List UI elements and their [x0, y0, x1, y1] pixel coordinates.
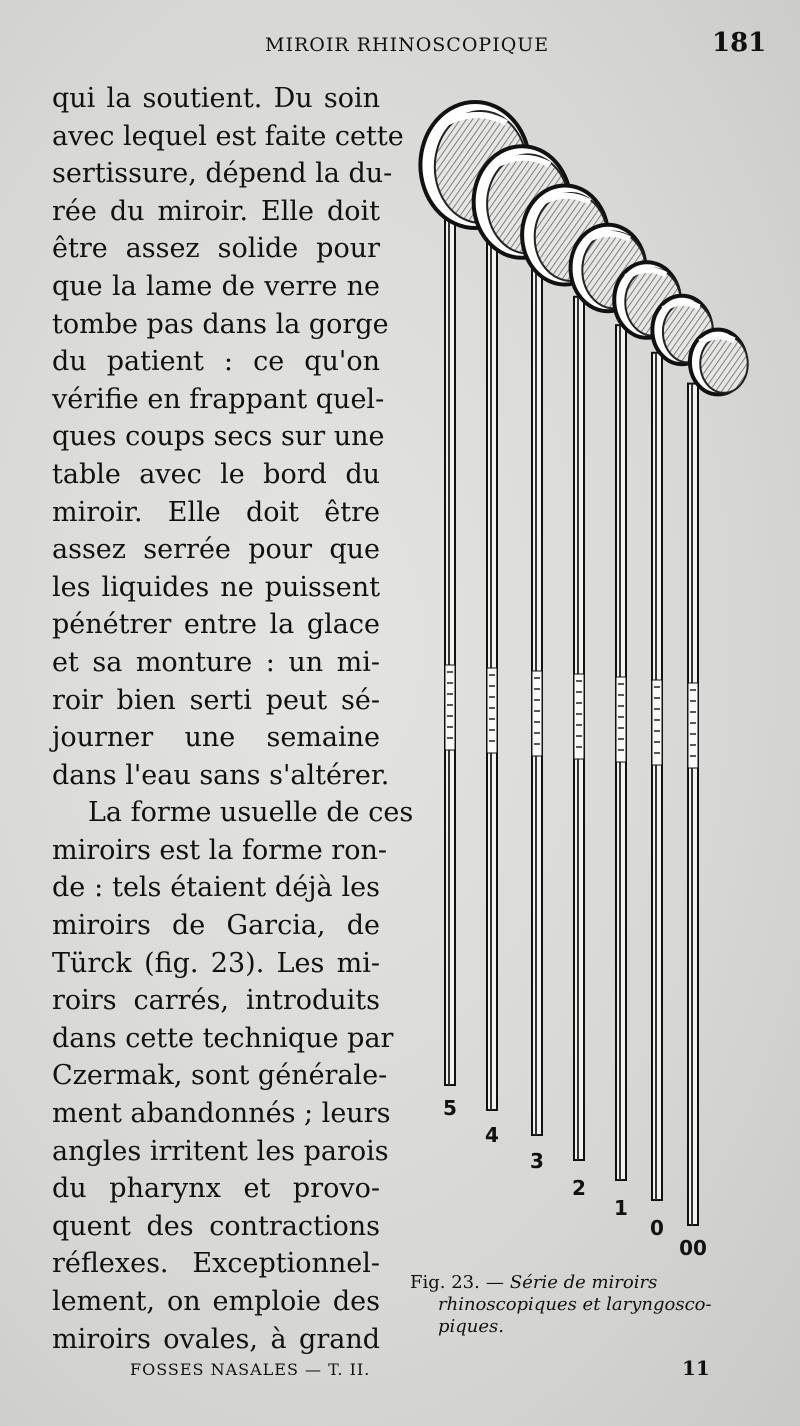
- text-line: lement, on emploie des: [52, 1286, 380, 1317]
- text-line: miroirs est la forme ron-: [52, 834, 387, 866]
- text-line: ques coups secs sur une: [52, 421, 385, 453]
- text-line: journer une semaine: [52, 722, 380, 754]
- mirror-size-label: 3: [530, 1149, 544, 1173]
- mirror-size-label: 5: [443, 1096, 457, 1120]
- running-title: MIROIR RHINOSCOPIQUE: [265, 34, 550, 56]
- text-line: les liquides ne puissent: [52, 571, 380, 603]
- caption-number: Fig. 23.: [410, 1272, 480, 1293]
- text-line: tombe pas dans la gorge: [52, 308, 389, 340]
- text-line: sertissure, dépend la du-: [52, 158, 393, 190]
- text-line: La forme usuelle de ces: [88, 797, 414, 829]
- text-line: dans cette technique par: [52, 1022, 394, 1054]
- text-line: dans l'eau sans s'altérer.: [52, 759, 390, 791]
- page-number: 181: [712, 28, 767, 58]
- text-line: roirs carrés, introduits: [52, 985, 380, 1017]
- text-line: miroir. Elle doit être: [52, 496, 380, 528]
- signature-mark: 11: [682, 1356, 710, 1380]
- mirror-size-label: 0: [650, 1216, 664, 1240]
- text-line: assez serrée pour que: [52, 534, 380, 566]
- text-line: miroirs de Garcia, de: [52, 910, 380, 942]
- text-line: miroirs ovales, à grand: [52, 1323, 380, 1355]
- text-line: Czermak, sont générale-: [52, 1060, 388, 1092]
- text-line: du patient : ce qu'on: [52, 346, 380, 378]
- caption-line: rhinoscopiques et laryngosco-: [438, 1294, 712, 1315]
- text-line: que la lame de verre ne: [52, 270, 380, 302]
- text-line: et sa monture : un mi-: [52, 646, 380, 678]
- caption-line: piques.: [438, 1316, 505, 1337]
- text-line: réflexes. Exceptionnel-: [52, 1248, 380, 1280]
- mirror-glass: [700, 335, 748, 393]
- text-line: pénétrer entre la glace: [52, 609, 380, 641]
- text-line: qui la soutient. Du soin: [52, 83, 380, 114]
- text-line: de : tels étaient déjà les: [52, 872, 380, 904]
- text-line: Türck (fig. 23). Les mi-: [52, 947, 380, 979]
- mirror-illustration: [395, 90, 775, 1270]
- text-line: rée du miroir. Elle doit: [52, 195, 380, 227]
- mirror-size-label: 2: [572, 1176, 586, 1200]
- text-line: être assez solide pour: [52, 233, 380, 265]
- text-line: avec lequel est faite cette: [52, 120, 404, 152]
- text-line: ment abandonnés ; leurs: [52, 1098, 391, 1130]
- text-line: quent des contractions: [52, 1210, 380, 1242]
- body-text: [52, 80, 414, 1358]
- footer-title: FOSSES NASALES — T. II.: [130, 1360, 371, 1379]
- text-line: du pharynx et provo-: [52, 1173, 380, 1205]
- figure-mirrors: [395, 90, 775, 1270]
- mirror-size-label: 1: [614, 1196, 628, 1220]
- text-line: vérifie en frappant quel-: [52, 383, 385, 415]
- caption-line: Série de miroirs: [509, 1272, 658, 1293]
- text-line: roir bien serti peut sé-: [52, 684, 380, 716]
- caption-dash: —: [485, 1272, 504, 1293]
- mirror-size-label: 00: [679, 1236, 707, 1260]
- text-line: table avec le bord du: [52, 458, 380, 490]
- text-line: angles irritent les parois: [52, 1135, 389, 1167]
- figure-caption: [410, 1272, 780, 1338]
- mirror-size-label: 4: [485, 1123, 499, 1147]
